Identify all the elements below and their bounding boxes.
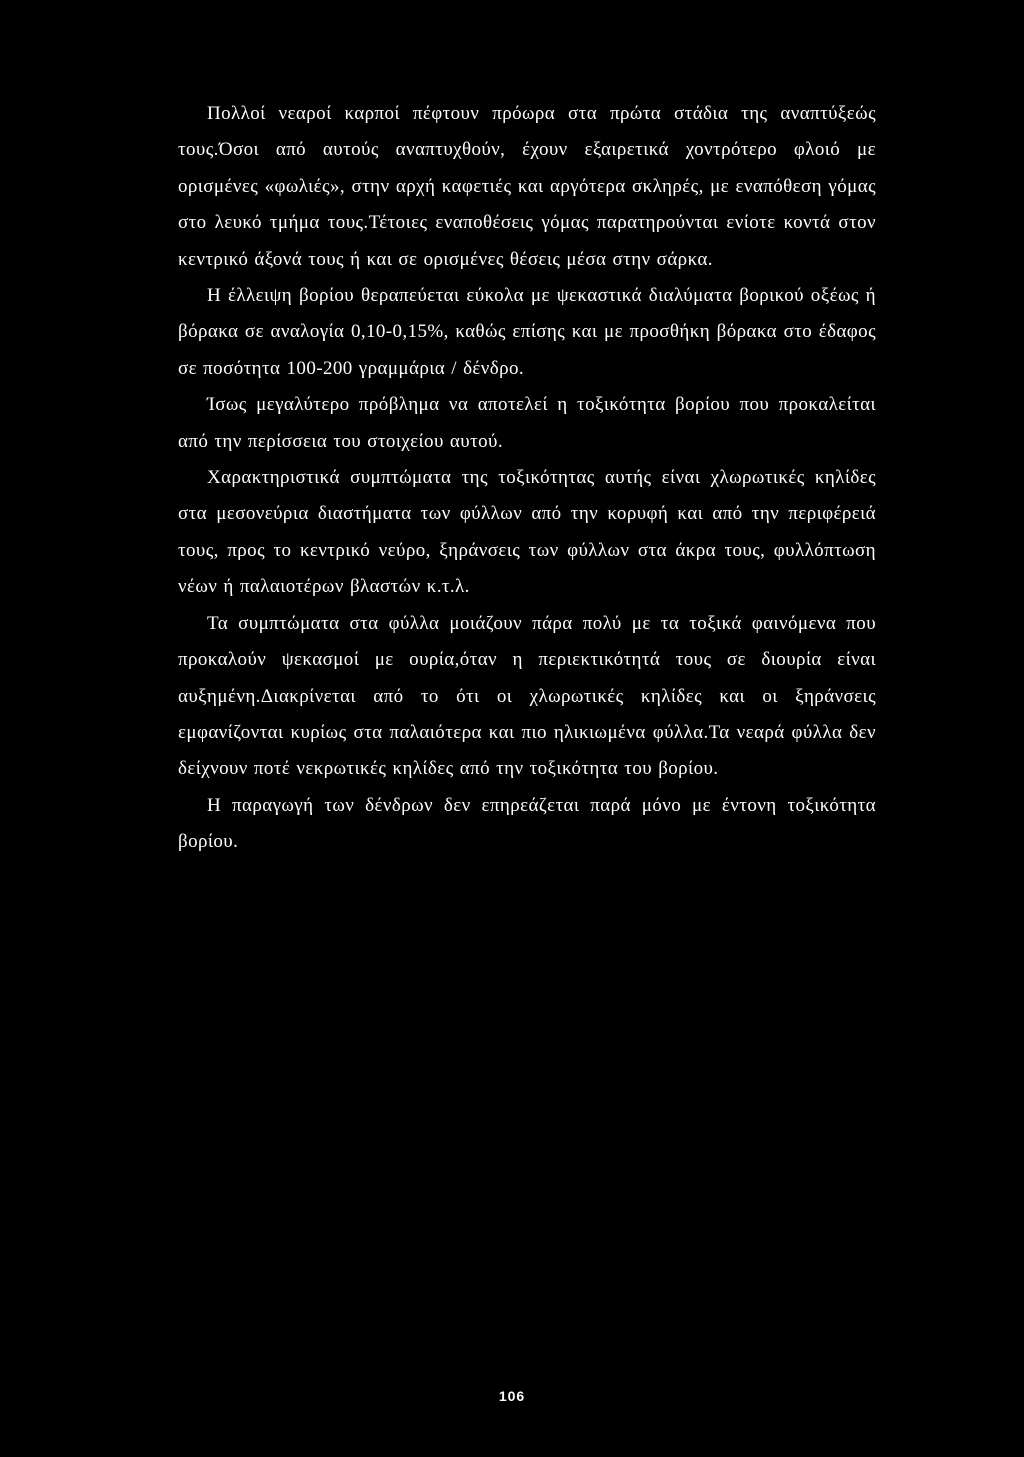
page-number: 106 [498,1388,526,1404]
paragraph-4: Χαρακτηριστικά συμπτώματα της τοξικότητας αυτής είναι χλωρωτικές κηλίδες στα μεσονεύρια διαστήματα των φύλλων από την κορυφή και από την περιφέρειά τους, προς το κεντρικό νεύρο, ξηράνσεις των φύλλων στα άκρα τους, φυλλόπτωση νέων ή παλαιοτέρων βλαστών κ.τ.λ. [178,467,876,598]
paragraph-1: Πολλοί νεαροί καρποί πέφτουν πρόωρα στα πρώτα στάδια της αναπτύξεώς τους.Όσοι από αυτούς αναπτυχθούν, έχουν εξαιρετικά χοντρότερο φλοιό με ορισμένες «φωλιές», στην αρχή καφετιές και αργότερα σκληρές, με εναπόθεση γόμας στο λευκό τμήμα τους.Τέτοιες εναποθέσεις γόμας παρατηρούνται ενίοτε κοντά στον κεντρικό άξονά τους ή και σε ορισμένες θέσεις μέσα στην σάρκα. [178,103,876,270]
page-body-text [178,96,876,861]
paragraph-6: Η παραγωγή των δένδρων δεν επηρεάζεται παρά μόνο με έντονη τοξικότητα βορίου. [178,794,876,853]
paragraph-3: Ίσως μεγαλύτερο πρόβλημα να αποτελεί η τοξικότητα βορίου που προκαλείται από την περίσσεια του στοιχείου αυτού. [178,394,876,452]
paragraph-2: Η έλλειψη βορίου θεραπεύεται εύκολα με ψεκαστικά διαλύματα βορικού οξέως ή βόρακα σε αναλογία 0,10-0,15%, καθώς επίσης και με προσθήκη βόρακα στο έδαφος σε ποσότητα 100-200 γραμμάρια / δένδρο. [178,285,876,379]
paragraph-5: Τα συμπτώματα στα φύλλα μοιάζουν πάρα πολύ με τα τοξικά φαινόμενα που προκαλούν ψεκασμοί με ουρία,όταν η περιεκτικότητά τους σε διουρία είναι αυξημένη.Διακρίνεται από το ότι οι χλωρωτικές κηλίδες και οι ξηράνσεις εμφανίζονται κυρίως στα παλαιότερα και πιο ηλικιωμένα φύλλα.Τα νεαρά φύλλα δεν δείχνουν ποτέ νεκρωτικές κηλίδες από την τοξικότητα του βορίου. [178,612,876,780]
